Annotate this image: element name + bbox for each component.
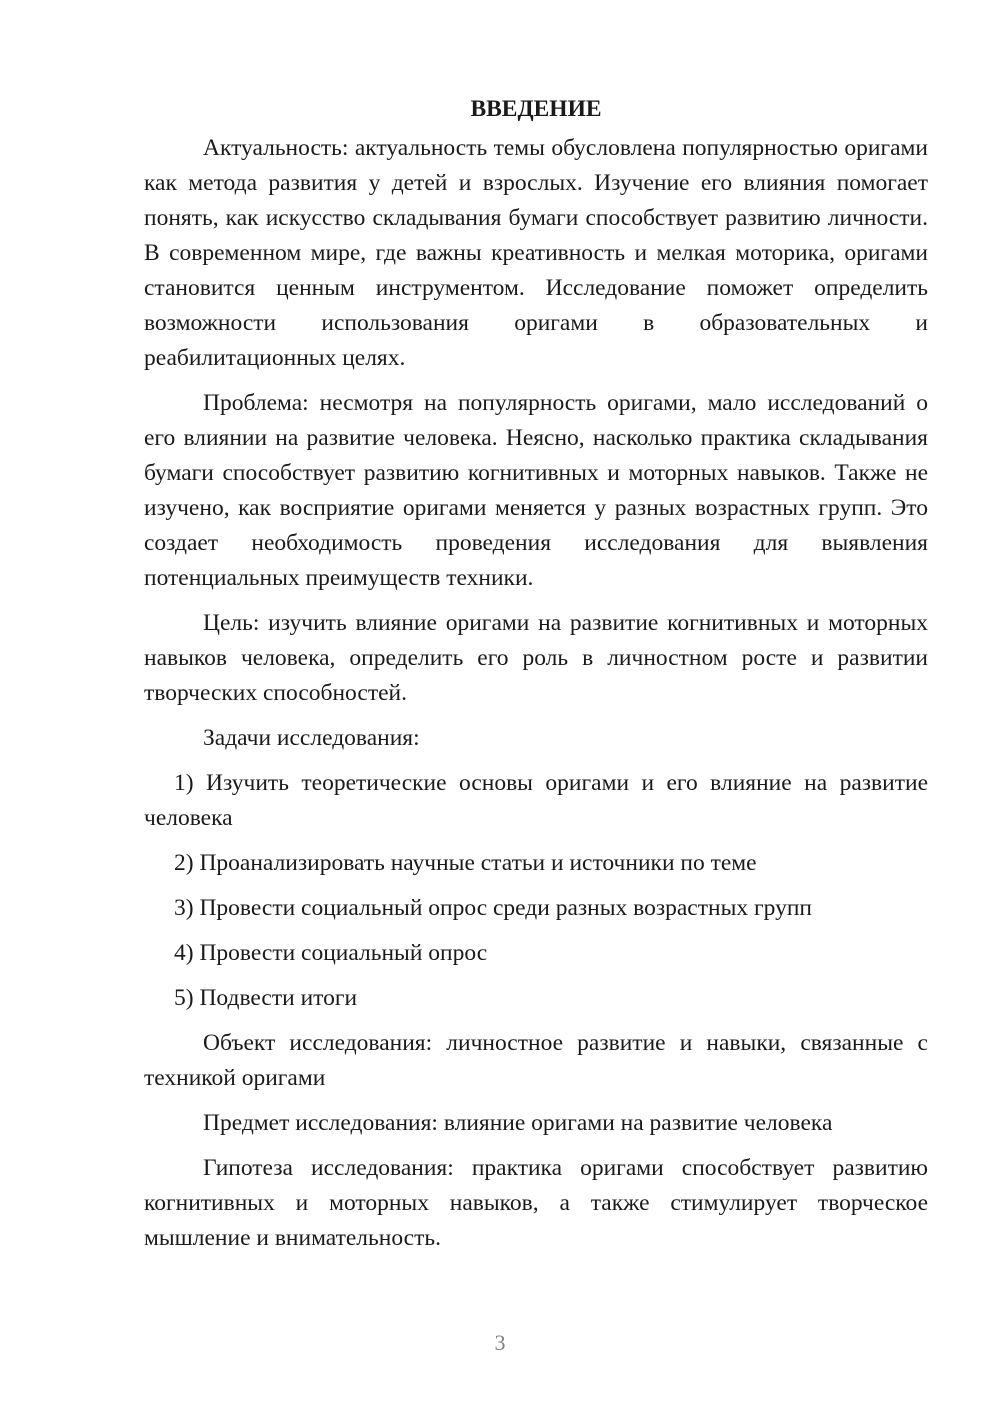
tasks-heading: Задачи исследования: bbox=[203, 725, 420, 751]
task-text: Изучить теоретические основы оригами и его влияние на развитие человека bbox=[144, 770, 928, 831]
task-item-4 bbox=[144, 936, 928, 971]
task-item-2 bbox=[144, 846, 928, 881]
task-item-5 bbox=[144, 981, 928, 1016]
paragraph-relevance: Актуальность: актуальность темы обусловлена популярностью оригами как метода развития у детей и взрослых. Изучение его влияния помогает понять, как искусство складывания бумаги способствует развитию личности. В современном мире, где важны креативность и мелкая моторика, оригами становится ценным инструментом. Исследование поможет определить возможности использования оригами в образовательных и реабилитационных целях. bbox=[144, 135, 928, 371]
task-item-1 bbox=[144, 766, 928, 836]
document-page bbox=[144, 92, 928, 1266]
page-number: 3 bbox=[494, 1330, 506, 1355]
document-title: ВВЕДЕНИЕ bbox=[470, 96, 602, 122]
task-number: 5) bbox=[174, 985, 194, 1011]
paragraph-subject: Предмет исследования: влияние оригами на развитие человека bbox=[203, 1110, 833, 1136]
task-text: Проанализировать научные статьи и источники по теме bbox=[199, 850, 757, 876]
paragraph-hypothesis: Гипотеза исследования: практика оригами способствует развитию когнитивных и моторных навыков, а также стимулирует творческое мышление и внимательность. bbox=[144, 1155, 928, 1251]
task-text: Провести социальный опрос среди разных возрастных групп bbox=[199, 895, 812, 921]
task-number: 2) bbox=[174, 850, 194, 876]
task-number: 1) bbox=[174, 770, 194, 796]
task-number: 3) bbox=[174, 895, 194, 921]
paragraph-problem: Проблема: несмотря на популярность оригами, мало исследований о его влиянии на развитие человека. Неясно, насколько практика складывания бумаги способствует развитию когнитивных и моторных навыков. Также не изучено, как восприятие оригами меняется у разных возрастных групп. Это создает необходимость проведения исследования для выявления потенциальных преимуществ техники. bbox=[144, 390, 928, 591]
task-text: Провести социальный опрос bbox=[199, 940, 488, 966]
task-text: Подвести итоги bbox=[199, 985, 358, 1011]
paragraph-goal: Цель: изучить влияние оригами на развитие когнитивных и моторных навыков человека, определить его роль в личностном росте и развитии творческих способностей. bbox=[144, 610, 928, 706]
task-item-3 bbox=[144, 891, 928, 926]
task-number: 4) bbox=[174, 940, 194, 966]
paragraph-object: Объект исследования: личностное развитие и навыки, связанные с техникой оригами bbox=[144, 1030, 928, 1091]
